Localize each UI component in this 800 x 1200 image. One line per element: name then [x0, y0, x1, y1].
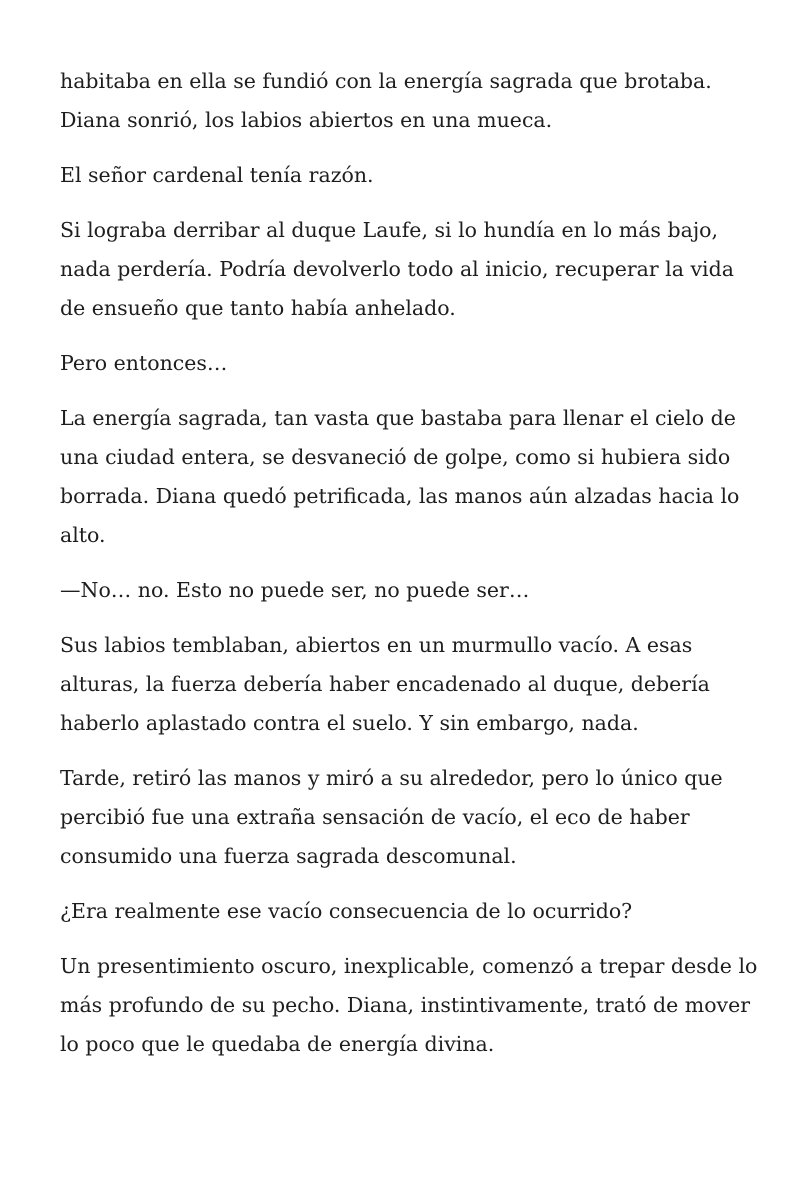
paragraph: Sus labios temblaban, abiertos en un murmullo vacío. A esas alturas, la fuerza debería haber encadenado al duque, debería haberlo aplastado contra el suelo. Y sin embargo, nada. [60, 633, 710, 735]
paragraph: ¿Era realmente ese vacío consecuencia de lo ocurrido? [60, 899, 633, 923]
paragraph: Si lograba derribar al duque Laufe, si lo hundía en lo más bajo, nada perdería. Podría devolverlo todo al inicio, recuperar la vida de ensueño que tanto había anhelado. [60, 218, 734, 320]
paragraph: habitaba en ella se fundió con la energía sagrada que brotaba. Diana sonrió, los labios abiertos en una mueca. [60, 69, 712, 132]
paragraph: Tarde, retiró las manos y miró a su alrededor, pero lo único que percibió fue una extraña sensación de vacío, el eco de haber consumido una fuerza sagrada descomunal. [60, 766, 723, 868]
paragraph: La energía sagrada, tan vasta que bastaba para llenar el cielo de una ciudad entera, se desvaneció de golpe, como si hubiera sido borrada. Diana quedó petrificada, las manos aún alzadas hacia lo alto. [60, 406, 740, 547]
paragraph: Pero entonces… [60, 351, 228, 375]
paragraph: El señor cardenal tenía razón. [60, 163, 374, 187]
paragraph: —No… no. Esto no puede ser, no puede ser… [60, 578, 530, 602]
paragraph: Un presentimiento oscuro, inexplicable, comenzó a trepar desde lo más profundo de su pecho. Diana, instintivamente, trató de mover lo poco que le quedaba de energía divina. [60, 954, 758, 1056]
